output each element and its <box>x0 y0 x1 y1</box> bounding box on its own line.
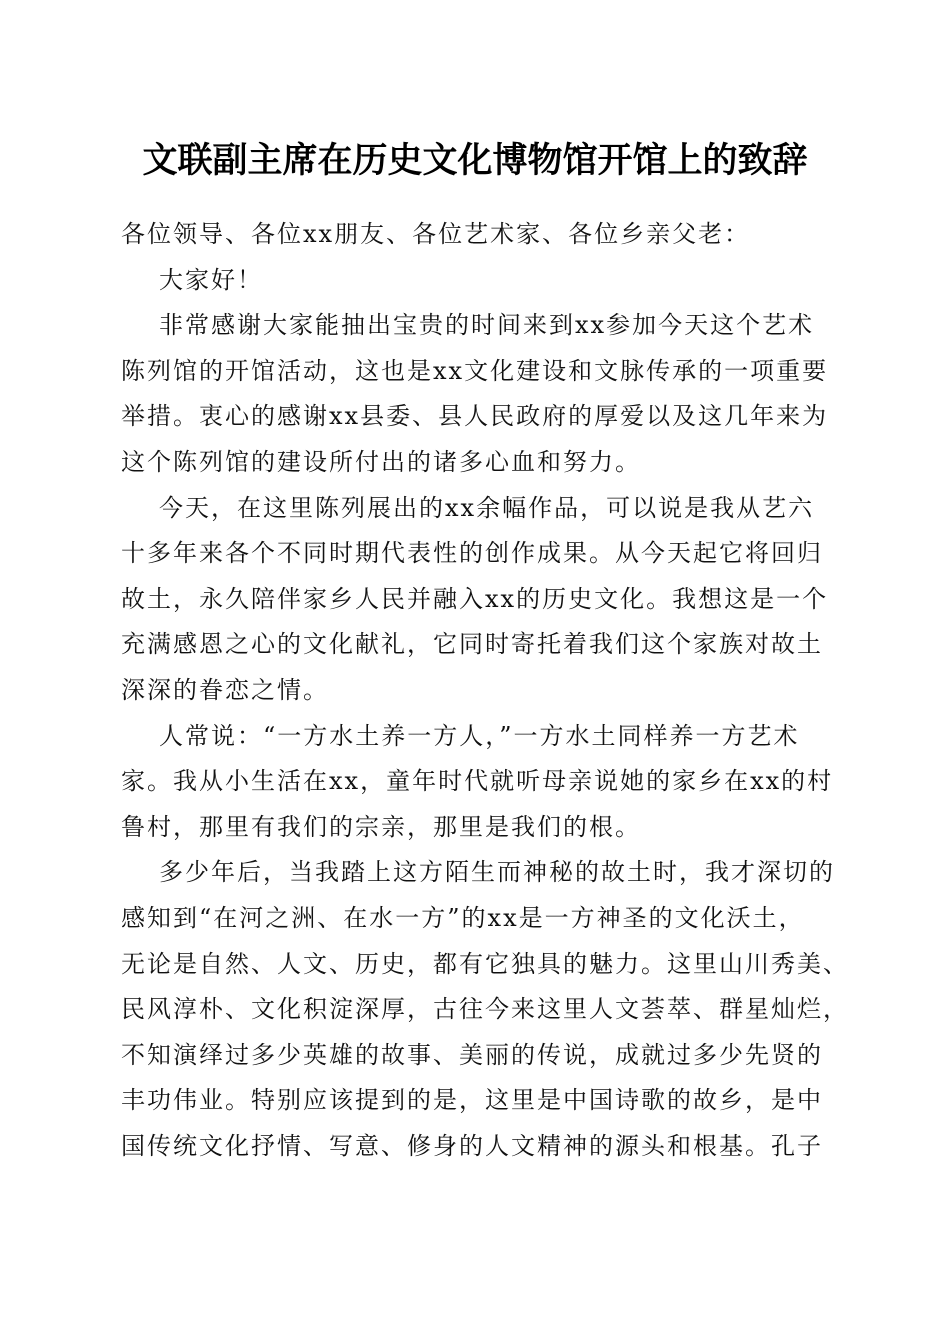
paragraph-line: 多少年后，当我踏上这方陌生而神秘的故土时，我才深切的 <box>159 858 835 887</box>
paragraph-line: 无论是自然、人文、历史，都有它独具的魅力。这里山川秀美、 <box>121 949 849 978</box>
paragraph-line: 今天，在这里陈列展出的xx余幅作品，可以说是我从艺六 <box>159 493 815 522</box>
paragraph-line: 丰功伟业。特别应该提到的是，这里是中国诗歌的故乡，是中 <box>121 1086 823 1115</box>
paragraph <box>121 486 833 714</box>
paragraph-line: 不知演绎过多少英雄的故事、美丽的传说，成就过多少先贤的 <box>121 1040 823 1069</box>
paragraph-line: 这个陈列馆的建设所付出的诸多心血和努力。 <box>121 447 641 476</box>
paragraph-line: 陈列馆的开馆活动，这也是xx文化建设和文脉传承的一项重要 <box>121 356 829 385</box>
paragraph-line: 感知到“在河之洲、在水一方”的xx是一方神圣的文化沃土， <box>121 903 805 932</box>
greeting: 大家好！ <box>159 265 263 294</box>
document-title: 文联副主席在历史文化博物馆开馆上的致辞 <box>142 140 808 181</box>
paragraph-line: 民风淳朴、文化积淀深厚，古往今来这里人文荟萃、群星灿烂， <box>121 995 849 1024</box>
paragraph <box>121 303 833 485</box>
paragraph-line: 非常感谢大家能抽出宝贵的时间来到xx参加今天这个艺术 <box>159 311 815 340</box>
paragraph-line: 鲁村，那里有我们的宗亲，那里是我们的根。 <box>121 812 641 841</box>
paragraph-line: 人常说：“一方水土养一方人，”一方水土同样养一方艺术 <box>159 721 800 750</box>
paragraph-line: 故土，永久陪伴家乡人民并融入xx的历史文化。我想这是一个 <box>121 584 829 613</box>
paragraph-line: 国传统文化抒情、写意、修身的人文精神的源头和根基。孔子 <box>121 1131 823 1160</box>
paragraph-line: 深深的眷恋之情。 <box>121 675 329 704</box>
document-body <box>121 212 849 1169</box>
paragraph-line: 充满感恩之心的文化献礼，它同时寄托着我们这个家族对故土 <box>121 630 823 659</box>
paragraph <box>121 850 849 1169</box>
paragraph <box>121 714 833 851</box>
paragraph-line: 举措。衷心的感谢xx县委、县人民政府的厚爱以及这几年来为 <box>121 402 829 431</box>
paragraph-line: 十多年来各个不同时期代表性的创作成果。从今天起它将回归 <box>121 539 823 568</box>
salutation: 各位领导、各位xx朋友、各位艺术家、各位乡亲父老： <box>121 220 751 248</box>
paragraph-line: 家。我从小生活在xx，童年时代就听母亲说她的家乡在xx的村 <box>121 767 834 796</box>
